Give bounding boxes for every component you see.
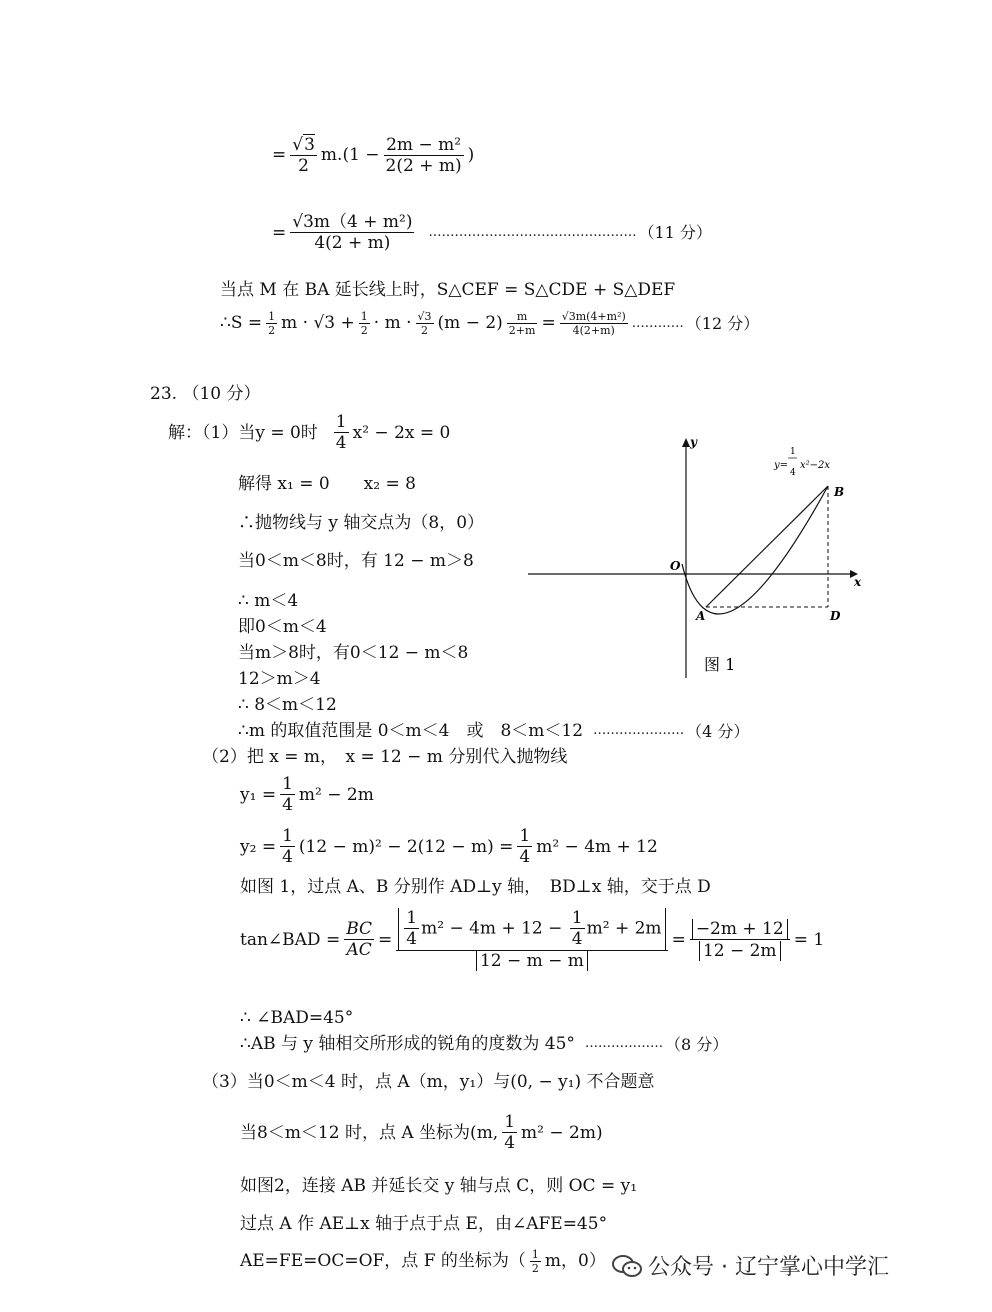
question-header: 23. （10 分）	[150, 384, 261, 404]
figure-caption: 图 1	[704, 655, 736, 674]
parabola-curve	[682, 486, 828, 614]
part1-condition: 解：（1）当y = 0时 $\frac{1}{4}$ x² − 2x = 0	[168, 412, 451, 454]
part1-range: ∴m 的取值范围是 0＜m＜4 或 8＜m＜12 ………………… （4 分）	[238, 721, 750, 741]
score-4: （4 分）	[686, 721, 750, 741]
part1-result2: 即0＜m＜4	[238, 617, 327, 637]
label-a: A	[696, 609, 706, 623]
part2-intro: （2）把 x = m， x = 12 − m 分别代入抛物线	[202, 747, 568, 767]
part1-case2: 当m＞8时，有0＜12 − m＜8	[238, 643, 469, 663]
part1-result4: ∴ 8＜m＜12	[238, 695, 337, 715]
label-b: B	[834, 485, 845, 499]
eq-den: 4	[790, 468, 796, 478]
label-o: O	[670, 559, 681, 573]
eq-num: 1	[790, 447, 796, 457]
watermark: 公众号 · 辽宁掌心中学汇	[612, 1250, 889, 1281]
wechat-icon	[612, 1253, 642, 1279]
part2-conclusion: ∴AB 与 y 轴相交所形成的锐角的度数为 45° ……………… （8 分）	[240, 1034, 729, 1054]
y-axis-arrow	[682, 438, 690, 447]
score-8: （8 分）	[664, 1034, 729, 1054]
label-x: x	[854, 575, 862, 589]
eq-body: x²−2x	[800, 460, 831, 471]
score-12: （12 分）	[685, 314, 760, 334]
part3-case1: （3）当0＜m＜4 时，点 A（m，y₁）与(0, − y₁) 不合题意	[202, 1072, 655, 1092]
label-d: D	[830, 609, 841, 623]
part1-result1: ∴ m＜4	[238, 591, 299, 611]
part2-y2: y₂ = $\frac{1}{4}$ (12 − m)² − 2(12 − m) = $\frac{1}{4}$ m² − 4m + 12	[240, 826, 658, 868]
part2-tan: tan∠BAD = $\frac{BC}{AC}$ = $\frac{1}{4}$ m² − 4m + 12 − $\frac{1}{4}$ m² + 2m 12 − m − m = $\frac{-2m + 12}{12 - 2m}$ = 1	[240, 908, 825, 972]
formula-line-2: = $\frac{\text{√3m（4 + m²)}}{4(2 + m)}$ ………………………………………… （11 分）	[272, 212, 712, 254]
figure-1-graph	[524, 434, 870, 684]
part2-y1: y₁ = $\frac{1}{4}$ m² − 2m	[240, 774, 374, 816]
segment-ab	[706, 486, 828, 607]
part2-angle: ∴ ∠BAD=45°	[240, 1008, 354, 1028]
part1-result3: 12＞m＞4	[238, 669, 321, 689]
part1-solve: 解得 x₁ = 0 x₂ = 8	[238, 474, 416, 494]
label-y: y	[690, 435, 697, 449]
part3-perpendicular: 过点 A 作 AE⊥x 轴于点于点 E，由∠AFE=45°	[240, 1214, 608, 1234]
formula-line-3: 当点 M 在 BA 延长线上时，S△CEF = S△CDE + S△DEF	[220, 280, 676, 300]
eq-prefix: y=	[774, 460, 789, 471]
part1-intersect: ∴抛物线与 y 轴交点为（8，0）	[238, 513, 485, 533]
part2-figure-note: 如图 1，过点 A、B 分别作 AD⊥y 轴， BD⊥x 轴，交于点 D	[240, 877, 711, 897]
formula-line-1: = $\frac{√3}{2}$ m.(1 − $\frac{\text{2m − m²}}{2(2 + m)}$ )	[272, 134, 475, 177]
part3-coordinate: AE=FE=OC=OF，点 F 的坐标为（ $\frac{1}{2}$ m，0）	[240, 1248, 606, 1276]
score-11: （11 分）	[638, 223, 712, 243]
formula-line-4: ∴S = $\frac{1}{2}$ m · √3 + $\frac{1}{2}$ · m · $\frac{√3}{2}$ (m − 2) $\frac{m}{2+m}$ = $\frac{\text{√3m(4+m²)}}{4(2+m)}$ ………… （12 分）	[220, 310, 760, 338]
part1-case1: 当0＜m＜8时，有 12 − m＞8	[238, 551, 474, 571]
part3-case2: 当8＜m＜12 时，点 A 坐标为(m, $\frac{1}{4}$ m² − 2m)	[240, 1112, 603, 1154]
part3-connect: 如图2，连接 AB 并延长交 y 轴与点 C，则 OC = y₁	[240, 1176, 638, 1196]
